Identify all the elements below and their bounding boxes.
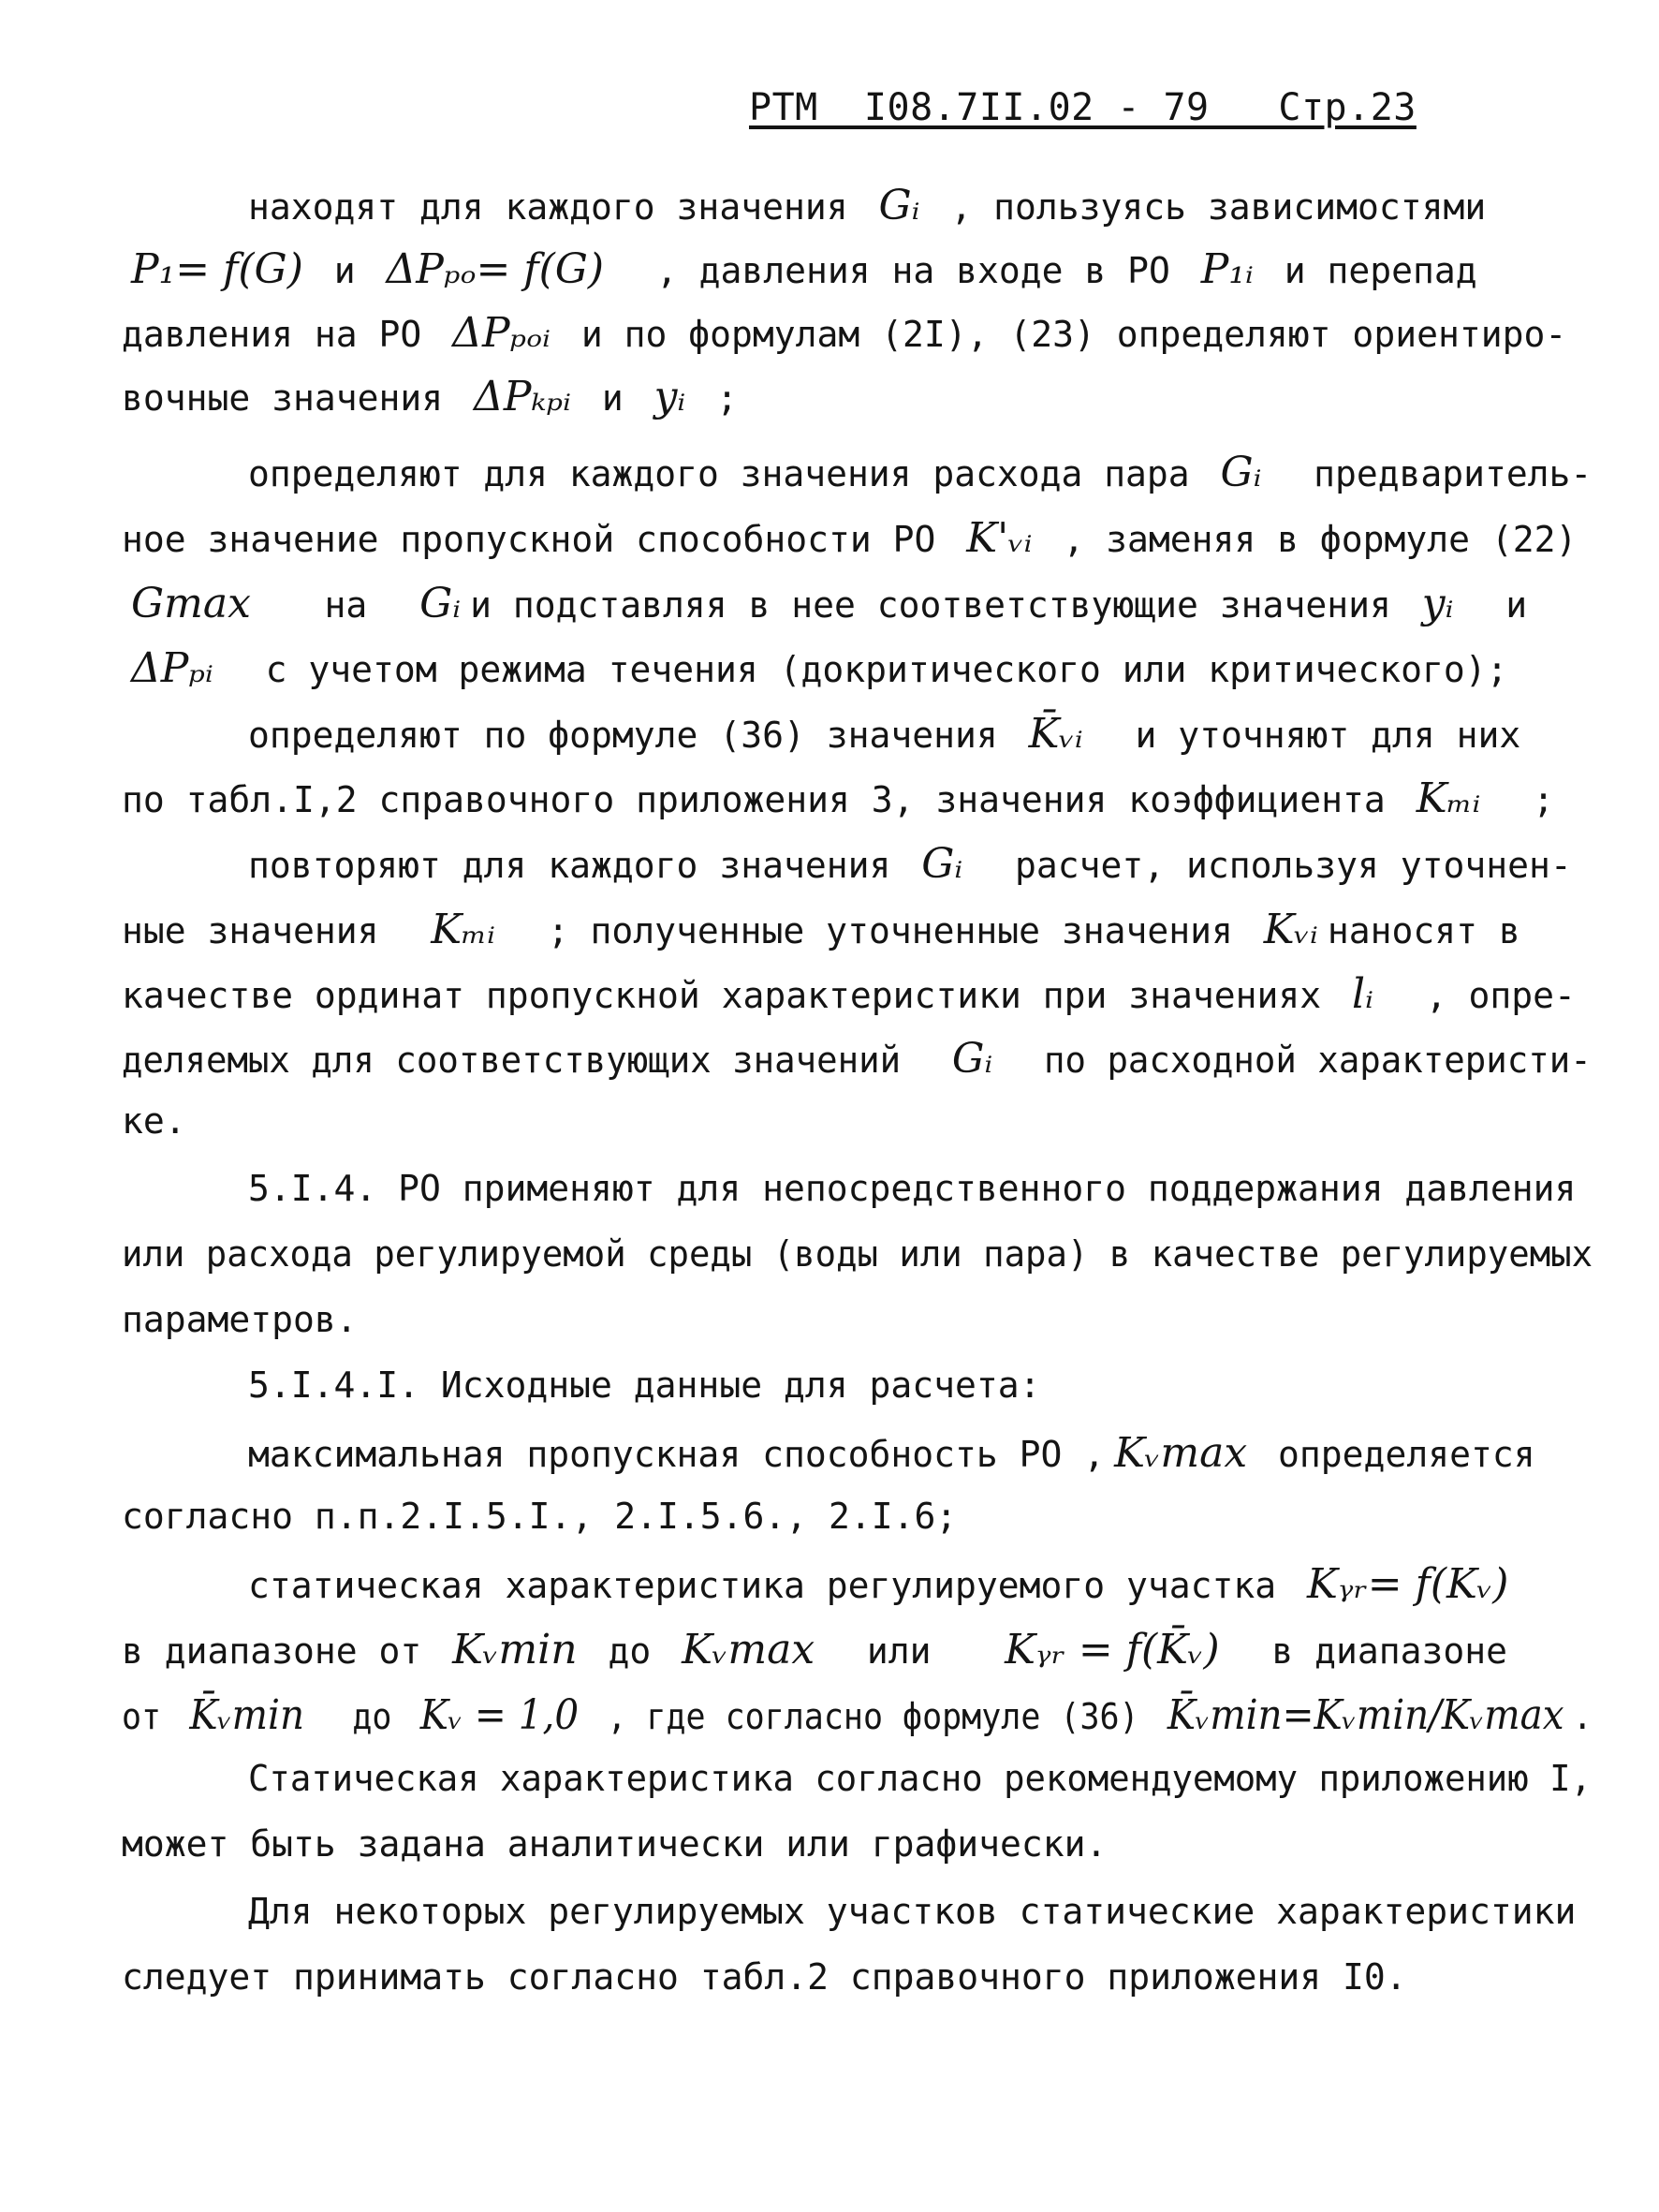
text-line bbox=[122, 514, 1578, 562]
line-text: , где согласно формуле (36) bbox=[587, 1696, 1159, 1737]
line-text: от bbox=[122, 1696, 182, 1737]
handwritten-formula: ΔPₖₚᵢ bbox=[474, 373, 571, 420]
text-line bbox=[122, 644, 1508, 692]
line-text: и по формулам (2I), (23) определяют ориентиро- bbox=[559, 314, 1567, 355]
line-text: вочные значения bbox=[122, 377, 465, 419]
line-text: статическая характеристика регулируемого участка bbox=[248, 1565, 1299, 1606]
line-text: , давления на входе в РО bbox=[613, 250, 1192, 291]
handwritten-formula: Kₘᵢ bbox=[431, 906, 496, 953]
line-text: ные значения bbox=[122, 910, 422, 951]
text-line bbox=[122, 245, 1477, 293]
line-text: до bbox=[313, 1696, 412, 1737]
handwritten-formula: yᵢ bbox=[1421, 580, 1454, 627]
text-line bbox=[122, 1100, 186, 1142]
line-text: находят для каждого значения bbox=[248, 186, 870, 228]
line-text: определяется bbox=[1256, 1434, 1535, 1475]
line-text: ное значение пропускной способности РО bbox=[122, 519, 958, 560]
line-text: параметров. bbox=[122, 1299, 358, 1340]
handwritten-formula: Kᵥmax bbox=[1114, 1429, 1248, 1477]
handwritten-formula: yᵢ bbox=[653, 373, 686, 420]
handwritten-formula: Kₘᵢ bbox=[1416, 774, 1481, 822]
text-line bbox=[122, 1691, 1593, 1739]
handwritten-formula: Kᵥmin bbox=[452, 1626, 578, 1674]
text-line bbox=[248, 1168, 1577, 1209]
handwritten-formula: K'ᵥᵢ bbox=[966, 514, 1033, 562]
line-text: ; bbox=[695, 377, 739, 419]
line-text: или расхода регулируемой среды (воды или пара) в качестве регулируемых bbox=[122, 1233, 1593, 1275]
line-text: и перепад bbox=[1262, 250, 1477, 291]
handwritten-formula: Kᵥᵢ bbox=[1263, 906, 1318, 953]
line-text: предваритель- bbox=[1270, 453, 1593, 494]
text-line bbox=[122, 1626, 1508, 1674]
handwritten-formula: P₁ᵢ bbox=[1200, 245, 1254, 293]
text-line bbox=[122, 1956, 1407, 1998]
text-line bbox=[122, 1823, 1108, 1865]
line-text: по расходной характеристи- bbox=[1001, 1040, 1592, 1081]
text-line bbox=[248, 1891, 1577, 1932]
text-line bbox=[248, 840, 1572, 888]
handwritten-formula: Gᵢ bbox=[419, 580, 462, 627]
text-line bbox=[122, 309, 1567, 357]
line-text: 5.I.4. РО применяют для непосредственного поддержания давления bbox=[248, 1168, 1577, 1209]
line-text: в диапазоне от bbox=[122, 1630, 444, 1672]
handwritten-formula: Kᵥmax bbox=[682, 1626, 815, 1674]
line-text: может быть задана аналитически или графически. bbox=[122, 1823, 1108, 1865]
line-text: согласно п.п.2.I.5.I., 2.I.5.6., 2.I.6; bbox=[122, 1496, 958, 1537]
line-text: следует принимать согласно табл.2 справочного приложения I0. bbox=[122, 1956, 1407, 1998]
text-line bbox=[122, 1496, 958, 1537]
line-text: Для некоторых регулируемых участков статические характеристики bbox=[248, 1891, 1577, 1932]
line-text: ; полученные уточненные значения bbox=[505, 910, 1255, 951]
line-text: или bbox=[824, 1630, 996, 1672]
handwritten-formula: Gᵢ bbox=[921, 840, 963, 888]
handwritten-formula: Kᵧᵣ = f(K̄ᵥ) bbox=[1005, 1626, 1220, 1674]
text-line bbox=[248, 710, 1521, 758]
line-text: Статическая характеристика согласно рекомендуемому приложению I, bbox=[248, 1758, 1592, 1799]
handwritten-formula: Kᵥ = 1,0 bbox=[419, 1691, 580, 1739]
line-text: качестве ординат пропускной характеристики при значениях bbox=[122, 975, 1343, 1016]
text-line bbox=[248, 182, 1487, 229]
handwritten-formula: Gᵢ bbox=[1220, 449, 1262, 496]
handwritten-formula: lᵢ bbox=[1352, 970, 1373, 1018]
text-line bbox=[122, 580, 1528, 627]
line-text: в диапазоне bbox=[1228, 1630, 1508, 1672]
text-line bbox=[248, 449, 1593, 496]
text-line bbox=[122, 906, 1520, 953]
line-text: , опре- bbox=[1382, 975, 1576, 1016]
line-text: до bbox=[586, 1630, 673, 1672]
handwritten-formula: ΔPₚₒ= f(G) bbox=[386, 245, 605, 293]
line-text: и подставляя в нее соответствующие значения bbox=[470, 584, 1413, 626]
line-text: . bbox=[1572, 1696, 1593, 1737]
text-line bbox=[122, 970, 1576, 1018]
line-text: , пользуясь зависимостями bbox=[929, 186, 1487, 228]
line-text: повторяют для каждого значения bbox=[248, 845, 913, 886]
line-text: деляемых для соответствующих значений bbox=[122, 1040, 944, 1081]
line-text: расчет, используя уточнен- bbox=[972, 845, 1572, 886]
line-text: на bbox=[259, 584, 411, 626]
handwritten-formula: ΔPₚᵢ bbox=[131, 644, 213, 692]
line-text: и уточняют для них bbox=[1092, 715, 1521, 756]
handwritten-formula: ΔPₚₒᵢ bbox=[452, 309, 551, 357]
handwritten-formula: Kᵧᵣ= f(Kᵥ) bbox=[1307, 1560, 1509, 1608]
line-text: , заменяя в формуле (22) bbox=[1041, 519, 1578, 560]
handwritten-formula: Gᵢ bbox=[951, 1035, 993, 1083]
text-line bbox=[248, 1560, 1518, 1608]
handwritten-formula: Gmax bbox=[131, 580, 251, 627]
text-line bbox=[248, 1758, 1592, 1799]
page-header: РТМ I08.7II.02 - 79 Стр.23 bbox=[749, 86, 1417, 129]
handwritten-formula: Gᵢ bbox=[878, 182, 920, 229]
text-line bbox=[248, 1429, 1535, 1477]
text-line bbox=[248, 1364, 1041, 1406]
line-text: определяют для каждого значения расхода пара bbox=[248, 453, 1211, 494]
text-line bbox=[122, 774, 1555, 822]
handwritten-formula: K̄ᵥmin=Kᵥmin/Kᵥmax bbox=[1167, 1691, 1564, 1739]
line-text: и bbox=[1462, 584, 1528, 626]
line-text: 5.I.4.I. Исходные данные для расчета: bbox=[248, 1364, 1041, 1406]
line-text: давления на РО bbox=[122, 314, 444, 355]
line-text: и bbox=[580, 377, 645, 419]
handwritten-formula: K̄ᵥmin bbox=[189, 1691, 305, 1739]
line-text: ; bbox=[1490, 779, 1555, 820]
handwritten-formula: K̄ᵥᵢ bbox=[1028, 710, 1083, 758]
handwritten-formula: P₁= f(G) bbox=[131, 245, 303, 293]
text-line bbox=[122, 1233, 1593, 1275]
line-text: с учетом режима течения (докритического или критического); bbox=[222, 649, 1508, 690]
text-line bbox=[122, 373, 739, 420]
line-text: ке. bbox=[122, 1100, 186, 1142]
text-line bbox=[122, 1035, 1592, 1083]
line-text: определяют по формуле (36) значения bbox=[248, 715, 1020, 756]
line-text: максимальная пропускная способность РО , bbox=[248, 1434, 1106, 1475]
line-text: по табл.I,2 справочного приложения 3, значения коэффициента bbox=[122, 779, 1407, 820]
line-text: и bbox=[312, 250, 377, 291]
text-line bbox=[122, 1299, 358, 1340]
line-text: наносят в bbox=[1327, 910, 1520, 951]
